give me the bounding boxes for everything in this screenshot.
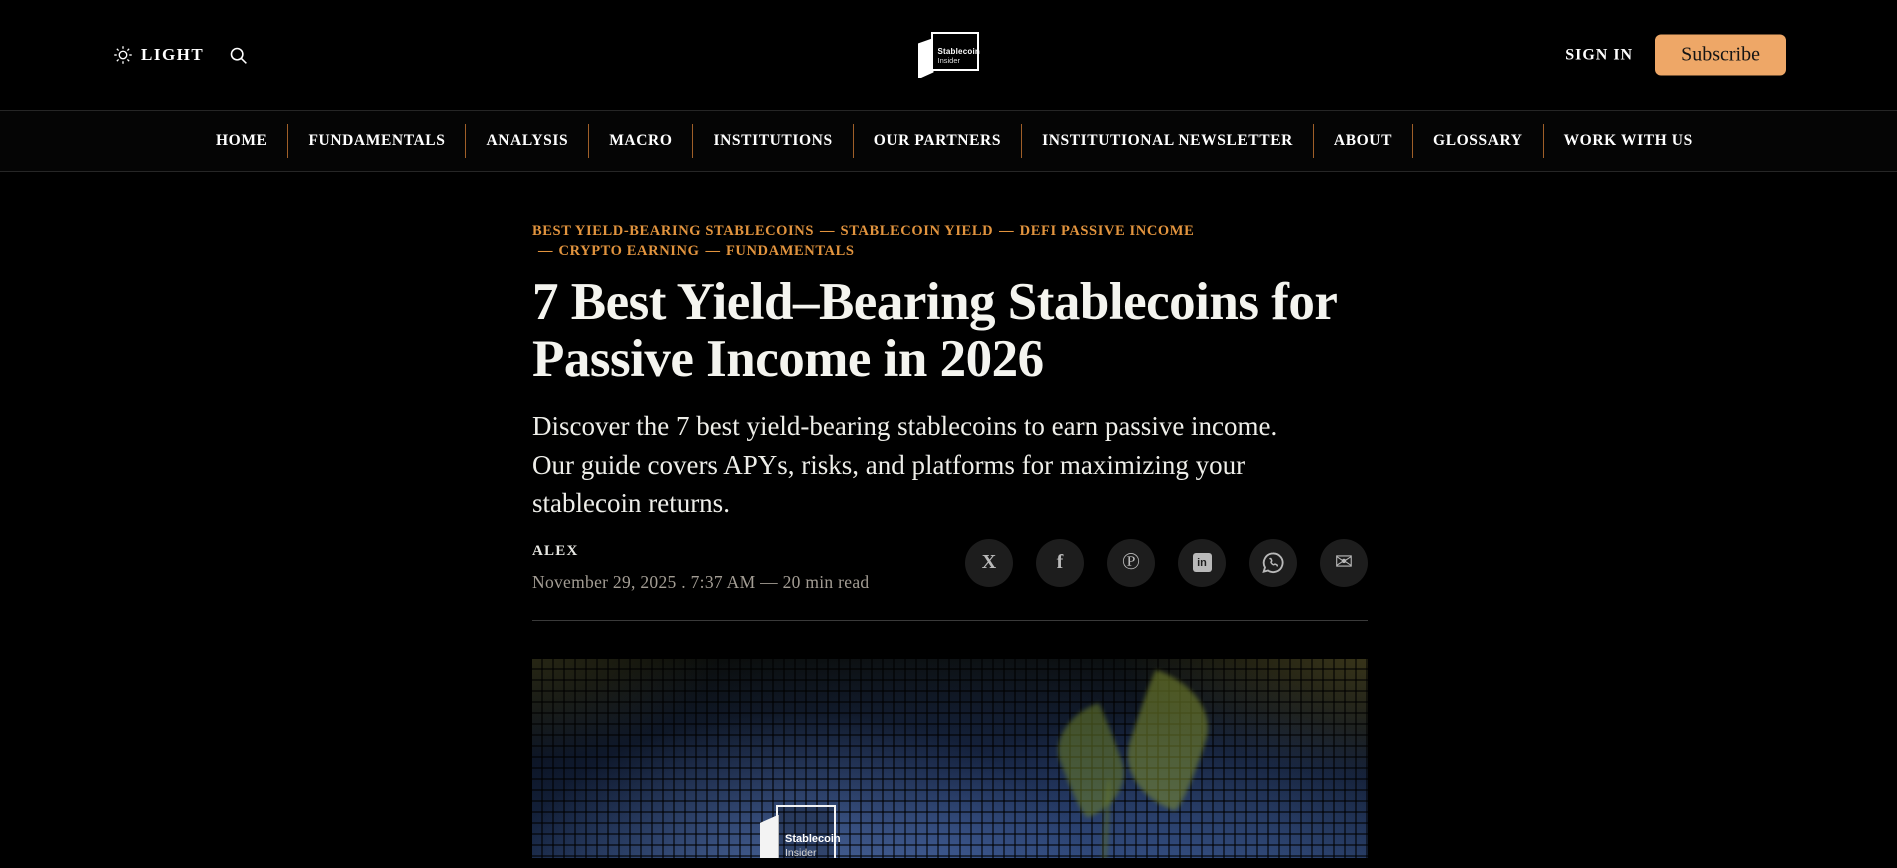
leaf-icon — [1046, 702, 1136, 820]
sun-icon — [113, 45, 141, 65]
pinterest-icon: ℗ — [1121, 549, 1141, 575]
nav-item-fundamentals[interactable]: FUNDAMENTALS — [308, 132, 446, 149]
article-subtitle: Discover the 7 best yield-bearing stablecoins to earn passive income. Our guide covers APYs, risks, and platforms for maximizing your stablecoin returns. — [532, 411, 1278, 518]
share-linkedin-button[interactable] — [1178, 539, 1226, 587]
tag-separator: — — [999, 223, 1014, 239]
whatsapp-icon — [1260, 550, 1286, 576]
share-buttons — [965, 538, 1368, 587]
tag-link[interactable]: BEST YIELD-BEARING STABLECOINS — [532, 223, 815, 239]
facebook-icon: f — [1056, 551, 1064, 573]
tag-link[interactable]: STABLECOIN YIELD — [840, 223, 994, 239]
linkedin-icon: in — [1193, 553, 1212, 572]
tag-list — [532, 221, 1212, 261]
sign-in-button[interactable]: SIGN IN — [1565, 46, 1634, 63]
nav-item-institutions[interactable]: INSTITUTIONS — [713, 132, 833, 149]
nav-item-macro[interactable]: MACRO — [609, 132, 673, 149]
tag-separator: — — [820, 223, 835, 239]
byline-info — [532, 538, 869, 593]
byline-row — [532, 538, 1368, 593]
hero-logo-line1: Stablecoin — [785, 832, 841, 845]
hero-image — [532, 659, 1368, 858]
article-content — [532, 221, 1368, 858]
subscribe-button[interactable]: Subscribe — [1655, 35, 1786, 76]
theme-toggle-label: LIGHT — [141, 45, 205, 64]
hero-logo-cube — [760, 805, 841, 858]
nav-item-about[interactable]: ABOUT — [1333, 132, 1393, 149]
nav-separator — [287, 124, 288, 158]
x-icon: X — [981, 551, 997, 573]
search-icon[interactable] — [228, 45, 249, 66]
nav-separator — [1313, 124, 1314, 158]
nav-separator — [1412, 124, 1413, 158]
share-facebook-button[interactable] — [1036, 539, 1084, 587]
site-logo[interactable] — [918, 32, 980, 78]
article-title-line2: Passive Income in 2026 — [532, 330, 1044, 388]
logo-cube — [918, 32, 980, 78]
email-icon: ✉ — [1334, 550, 1354, 575]
logo-line1: Stablecoin — [937, 47, 980, 56]
top-header — [0, 0, 1897, 110]
leaf-icon — [1114, 669, 1222, 813]
share-x-button[interactable] — [965, 539, 1013, 587]
nav-item-analysis[interactable]: ANALYSIS — [486, 132, 569, 149]
nav-item-institutional-newsletter[interactable]: INSTITUTIONAL NEWSLETTER — [1042, 132, 1293, 149]
tag-separator: — — [705, 243, 720, 259]
nav-separator — [692, 124, 693, 158]
logo-face — [931, 32, 979, 71]
share-pinterest-button[interactable] — [1107, 539, 1155, 587]
share-whatsapp-button[interactable] — [1249, 539, 1297, 587]
nav-separator — [1543, 124, 1544, 158]
article-title-line1: 7 Best Yield–Bearing Stablecoins for — [532, 273, 1338, 331]
nav-item-our-partners[interactable]: OUR PARTNERS — [873, 132, 1002, 149]
nav-separator — [588, 124, 589, 158]
tag-link[interactable]: CRYPTO EARNING — [558, 243, 700, 259]
hero-logo-line2: Insider — [785, 846, 817, 858]
nav-item-home[interactable]: HOME — [216, 132, 268, 149]
tag-link[interactable]: DEFI PASSIVE INCOME — [1019, 223, 1195, 239]
nav-separator — [465, 124, 466, 158]
main-nav — [0, 110, 1897, 172]
share-email-button[interactable] — [1320, 539, 1368, 587]
tag-link[interactable]: FUNDAMENTALS — [725, 243, 855, 259]
nav-separator — [853, 124, 854, 158]
theme-toggle[interactable] — [113, 45, 204, 65]
nav-item-glossary[interactable]: GLOSSARY — [1433, 132, 1523, 149]
tag-separator: — — [538, 243, 553, 259]
nav-separator — [1021, 124, 1022, 158]
content-divider — [532, 620, 1368, 621]
logo-line2: Insider — [937, 56, 961, 65]
hero-logo-face — [776, 805, 841, 858]
article-title — [532, 274, 1368, 388]
article-dateline: November 29, 2025 . 7:37 AM — 20 min read — [532, 571, 870, 592]
author-name[interactable]: ALEX — [532, 542, 579, 559]
nav-item-work-with-us[interactable]: WORK WITH US — [1563, 132, 1693, 149]
